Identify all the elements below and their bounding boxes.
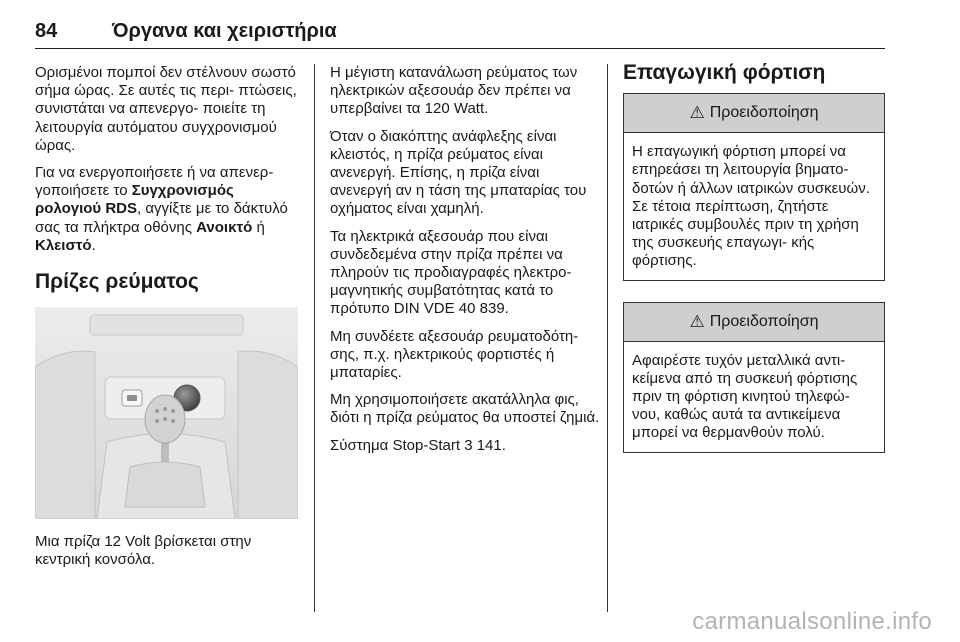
paragraph-emc: Τα ηλεκτρικά αξεσουάρ που είναι συνδεδεμένα στην πρίζα πρέπει να πληρούν τις προδιαγραφές ηλεκτρο- μαγνητικής συμβατότητας κατά το πρότυπο DIN VDE 40 839. — [330, 227, 572, 318]
page-header — [35, 14, 885, 49]
reference-text: Σύστημα Stop-Start — [330, 436, 461, 454]
paragraph-max-power: Η μέγιστη κατανάλωση ρεύματος των ηλεκτρικών αξεσουάρ δεν πρέπει να υπερβαίνει τα 120 Watt. — [330, 64, 578, 118]
rds-text-1: Για να ενεργοποιήσετε ή να απενερ- γοποιήσετε το — [35, 164, 274, 200]
on-key-label: Ανοικτό — [196, 218, 253, 236]
warning-text: Αφαιρέστε τυχόν μεταλλικά αντι- κείμενα από τη συσκευή φόρτισης πριν τη φόρτιση κινητού τηλεφώ- νου, καθώς αυτά τα αντικείμενα μπορεί να θερμανθούν πολύ. — [632, 351, 858, 442]
intro-paragraph: Ορισμένοι πομποί δεν στέλνουν σωστό σήμα ώρας. Σε αυτές τις περι- πτώσεις, συνιστάται να απενεργο- ποιείτε τη λειτουργία αυτόματου συγχρονισμού ώρας. — [35, 64, 297, 154]
page-number: 84 — [35, 20, 58, 42]
warning-box-2 — [623, 302, 885, 453]
warning-title: Προειδοποίηση — [709, 312, 819, 330]
rds-setting-name: Συγχρονισμός ρολογιού RDS — [35, 182, 234, 218]
rds-text-4: . — [91, 236, 96, 254]
console-drawing — [35, 307, 298, 519]
rds-text-2: , αγγίξτε με το δάκτυλό σας τα πλήκτρα οθόνης — [35, 200, 288, 236]
column-right — [623, 61, 885, 474]
reference-page: 141. — [476, 436, 506, 454]
warning-triangle-icon: ⚠ — [689, 311, 705, 331]
warning-box-1 — [623, 93, 885, 280]
cross-reference[interactable] — [330, 437, 600, 455]
warning-header — [624, 303, 884, 342]
column-middle — [330, 64, 600, 464]
warning-title: Προειδοποίηση — [709, 104, 819, 122]
running-title: Όργανα και χειριστήρια — [112, 20, 337, 42]
off-key-label: Κλειστό — [35, 236, 92, 254]
watermark: carmanualsonline.info — [692, 608, 932, 635]
warning-text: Η επαγωγική φόρτιση μπορεί να επηρεάσει τη λειτουργία βηματο- δοτών ή άλλων ιατρικών συσκευών. Σε τέτοια περίπτωση, ζητήστε ιατρικές συμβουλές πριν τη χρήση της συσκευής επαγωγι- κής φόρτισης. — [632, 143, 870, 270]
column-left — [35, 64, 300, 579]
reference-arrow-icon: 3 — [464, 436, 473, 454]
console-illustration — [35, 307, 298, 519]
power-outlets-heading: Πρίζες ρεύματος — [35, 270, 199, 294]
rds-paragraph — [35, 164, 300, 255]
paragraph-plugs: Μη χρησιμοποιήσετε ακατάλληλα φις, διότι η πρίζα ρεύματος θα υποστεί ζημιά. — [330, 391, 600, 427]
warning-triangle-icon: ⚠ — [689, 103, 705, 123]
outlet-caption: Μια πρίζα 12 Volt βρίσκεται στην κεντρική κονσόλα. — [35, 533, 252, 569]
paragraph-ignition: Όταν ο διακόπτης ανάφλεξης είναι κλειστός, η πρίζα ρεύματος είναι ανενεργή. Επίσης, η πρίζα είναι ανενεργή αν η τάση της μπαταρίας του οχήματος είναι χαμηλή. — [330, 127, 587, 218]
warning-header — [624, 94, 884, 133]
paragraph-no-chargers: Μη συνδέετε αξεσουάρ ρευματοδότη- σης, π.χ. ηλεκτρικούς φορτιστές ή μπαταρίες. — [330, 327, 579, 382]
inductive-charging-heading: Επαγωγική φόρτιση — [623, 61, 826, 84]
rds-text-3: ή — [252, 218, 265, 236]
column-divider-2 — [607, 64, 608, 612]
column-divider-1 — [314, 64, 315, 612]
